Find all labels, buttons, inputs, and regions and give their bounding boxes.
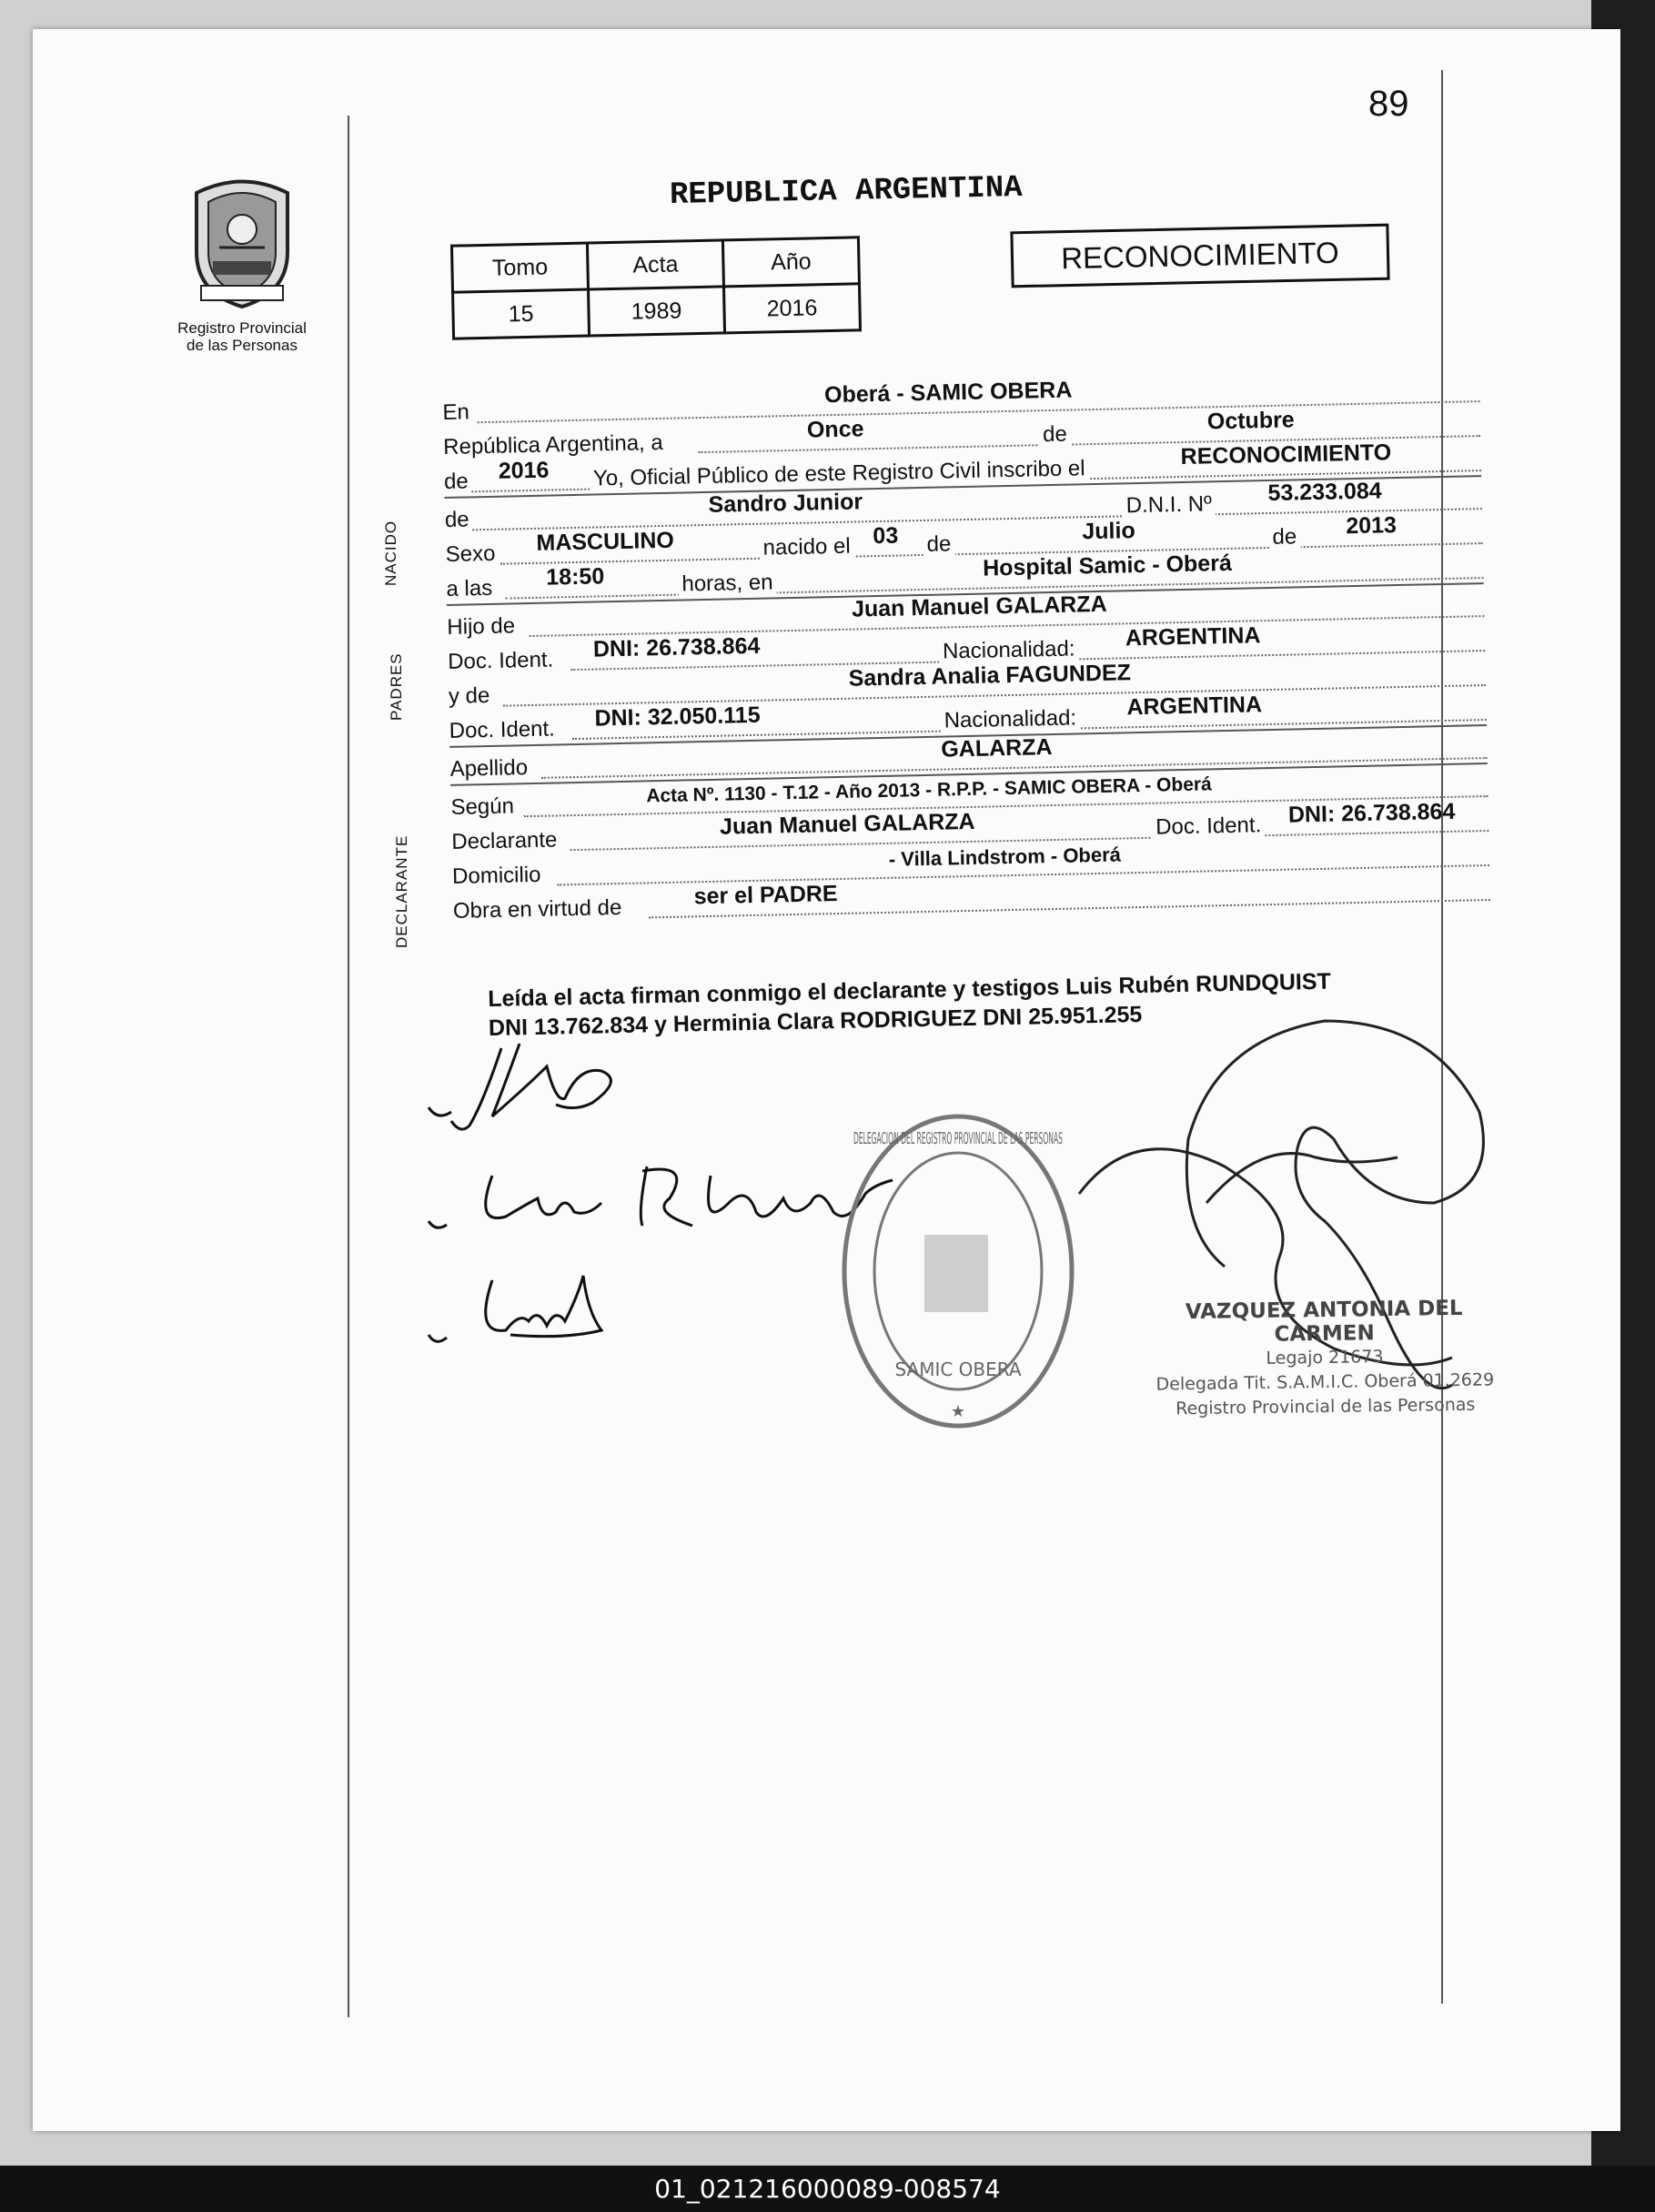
misiones-seal-icon <box>183 175 301 311</box>
label-yo: Yo, Oficial Público de este Registro Civil inscribo el <box>590 456 1089 491</box>
value-nac-anio: 2013 <box>1345 512 1398 540</box>
document-title: REPUBLICA ARGENTINA <box>669 170 1024 214</box>
label-doc2: Doc. Ident. <box>449 716 556 743</box>
label-hijo: Hijo de <box>447 613 516 640</box>
record-header-tomo: Tomo <box>451 243 588 292</box>
signature-rodriguez <box>419 1258 620 1358</box>
value-sexo: MASCULINO <box>536 527 675 556</box>
value-nac1: ARGENTINA <box>1125 622 1261 651</box>
stamp-star-icon: ★ <box>950 1402 966 1420</box>
record-header-acta: Acta <box>587 240 723 289</box>
page-number: 89 <box>1368 84 1409 124</box>
value-mes: Octubre <box>1206 407 1295 435</box>
label-de-nombre: de <box>444 507 469 532</box>
label-segun: Según <box>450 793 515 820</box>
section-label-padres: PADRES <box>388 652 405 721</box>
label-apellido: Apellido <box>449 755 529 782</box>
value-anio: 2016 <box>498 457 550 484</box>
value-nac2: ARGENTINA <box>1126 692 1263 721</box>
stamp-text: DELEGACION DEL REGISTRO PROVINCIAL DE LAS PERSONAS <box>853 1129 1063 1148</box>
official-legajo: Legajo 21673 <box>1266 1347 1384 1369</box>
value-doc3: DNI: 26.738.864 <box>1287 798 1456 828</box>
label-nac-de2: de <box>1268 524 1300 550</box>
value-obra: ser el PADRE <box>693 881 838 910</box>
logo-caption-line1: Registro Provincial <box>177 319 307 337</box>
value-inscribo: RECONOCIMIENTO <box>1180 439 1392 470</box>
official-name: VAZQUEZ ANTONIA DEL CARMEN <box>1185 1296 1463 1347</box>
label-nac-de: de <box>923 531 954 558</box>
label-dni: D.N.I. Nº <box>1122 491 1216 519</box>
value-doc1: DNI: 26.738.864 <box>592 632 761 662</box>
value-madre: Sandra Analia FAGUNDEZ <box>848 660 1132 692</box>
registry-logo <box>174 175 310 354</box>
label-doc3: Doc. Ident. <box>1152 813 1266 841</box>
section-label-nacido: NACIDO <box>382 520 399 586</box>
value-nombre: Sandro Junior <box>708 489 863 518</box>
label-horas: horas, en <box>678 570 777 597</box>
label-republica: República Argentina, a <box>442 429 663 460</box>
label-obra: Obra en virtud de <box>452 894 622 924</box>
official-registro: Registro Provincial de las Personas <box>1175 1394 1476 1419</box>
stamp-inner-text: SAMIC OBERA <box>894 1359 1022 1380</box>
value-dni: 53.233.084 <box>1267 478 1382 507</box>
label-alas: a las <box>446 575 493 601</box>
signature-rundquist <box>419 1148 911 1248</box>
signature-declarante <box>419 1030 656 1139</box>
value-hora: 18:50 <box>545 563 605 591</box>
value-segun: Acta Nº. 1130 - T.12 - Año 2013 - R.P.P. - SAMIC OBERA - Oberá <box>646 773 1212 807</box>
record-value-tomo: 15 <box>453 289 590 338</box>
registration-form <box>442 371 1490 926</box>
value-nac-dia: 03 <box>873 522 899 550</box>
label-declarante: Declarante <box>451 827 558 854</box>
footer-code: 01_021216000089-008574 <box>0 2166 1655 2212</box>
record-type-box: RECONOCIMIENTO <box>1010 224 1389 288</box>
record-value-acta: 1989 <box>589 287 725 336</box>
label-de-anio: de <box>443 469 469 494</box>
value-nac-mes: Julio <box>1082 518 1135 545</box>
label-nacido: nacido el <box>759 534 854 561</box>
left-margin-line <box>348 116 349 2017</box>
value-doc2: DNI: 32.050.115 <box>594 702 761 732</box>
label-nac1: Nacionalidad: <box>939 636 1079 664</box>
label-de-mes: de <box>1039 422 1071 449</box>
statement-line-1: Leída el acta firman conmigo el declarante y testigos Luis Rubén RUNDQUIST <box>488 968 1332 1012</box>
value-declarante: Juan Manuel GALARZA <box>719 808 975 840</box>
value-padre: Juan Manuel GALARZA <box>851 591 1107 622</box>
value-en: Oberá - SAMIC OBERA <box>823 377 1073 409</box>
section-label-declarante: DECLARANTE <box>393 834 410 948</box>
label-domicilio: Domicilio <box>451 862 541 889</box>
label-yde: y de <box>448 682 490 709</box>
statement-line-2: DNI 13.762.834 y Herminia Clara RODRIGUEZ DNI 25.951.255 <box>488 1001 1143 1041</box>
value-domicilio: - Villa Lindstrom - Oberá <box>888 843 1122 871</box>
official-block <box>1151 1296 1499 1421</box>
value-lugar: Hospital Samic - Oberá <box>982 550 1233 581</box>
label-nac2: Nacionalidad: <box>940 705 1080 733</box>
logo-caption-line2: de las Personas <box>187 337 298 354</box>
official-cargo: Delegada Tit. S.A.M.I.C. Oberá 01.2629 <box>1155 1369 1495 1395</box>
value-dia: Once <box>806 416 864 443</box>
label-doc1: Doc. Ident. <box>447 647 554 674</box>
record-table <box>450 236 862 339</box>
record-header-anio: Año <box>722 237 859 287</box>
value-apellido: GALARZA <box>941 734 1053 763</box>
record-value-anio: 2016 <box>723 284 860 333</box>
certificate-page <box>33 29 1620 2131</box>
label-en: En <box>442 399 470 425</box>
label-sexo: Sexo <box>445 540 496 567</box>
